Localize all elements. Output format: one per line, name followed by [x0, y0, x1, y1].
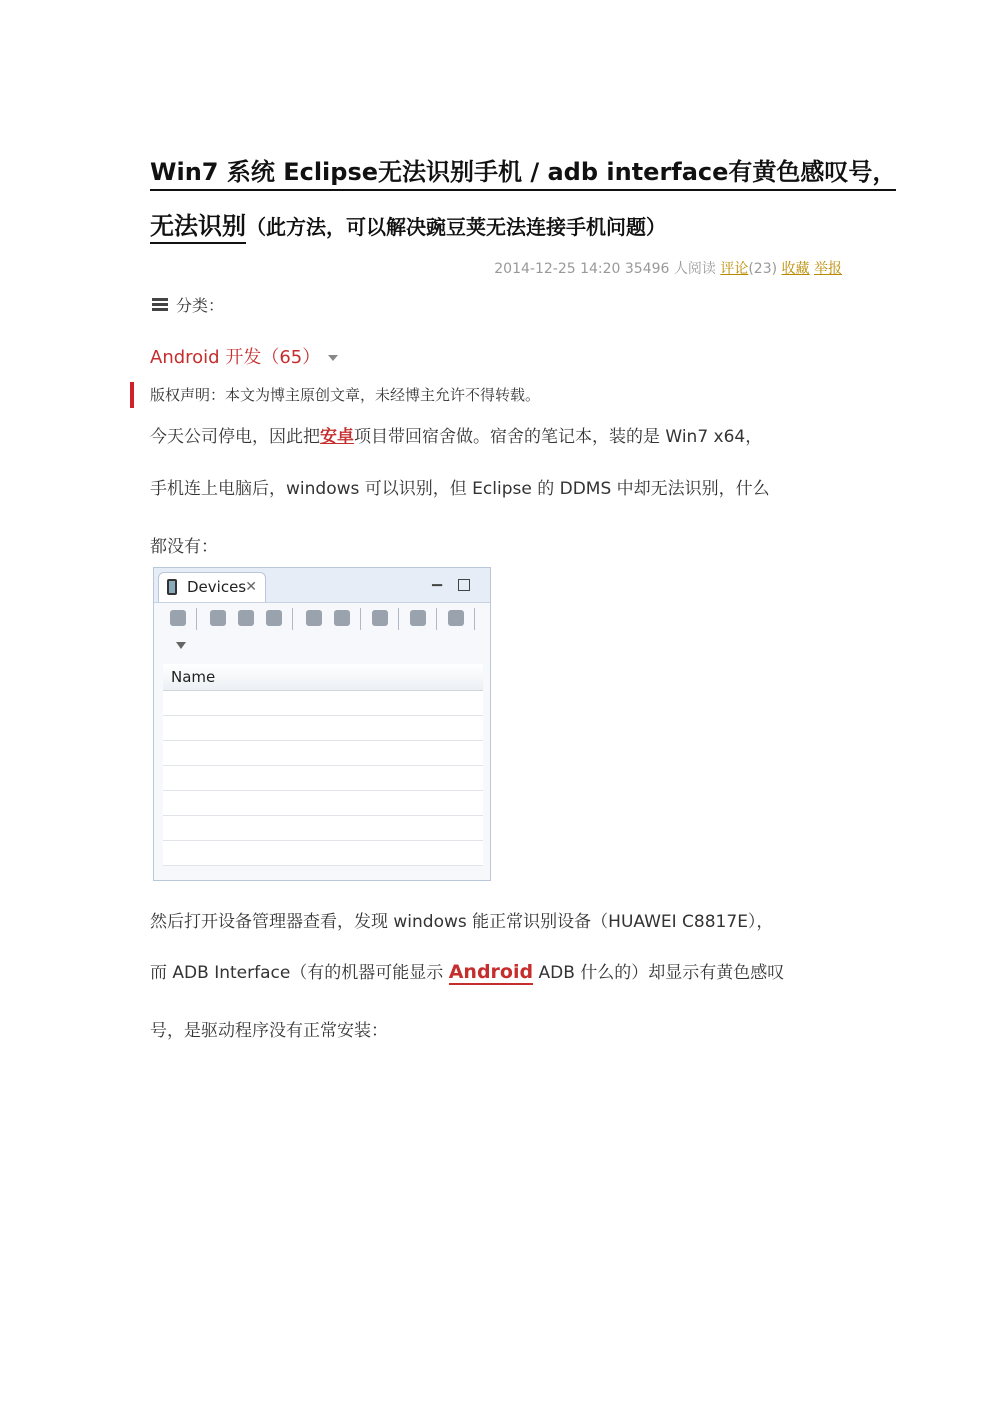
android-keyword-link[interactable]: 安卓	[320, 427, 354, 447]
minimize-icon[interactable]: ▁	[432, 572, 442, 587]
devices-panel-screenshot	[153, 567, 491, 881]
devices-toolbar	[154, 604, 490, 636]
toolbar-separator	[196, 608, 197, 630]
category-row	[152, 293, 224, 316]
devices-tab-label: Devices	[187, 578, 247, 596]
update-threads-icon[interactable]	[306, 610, 322, 626]
devices-tab-bar	[154, 568, 490, 603]
update-heap-icon[interactable]	[210, 610, 226, 626]
para-text: ADB 什么的）却显示有黄色感叹	[533, 963, 785, 983]
maximize-icon[interactable]	[458, 579, 470, 591]
reset-adb-icon[interactable]	[448, 610, 464, 626]
title-line-2	[150, 206, 666, 241]
dump-hprof-icon[interactable]	[238, 610, 254, 626]
toolbar-separator	[436, 608, 437, 630]
comment-link[interactable]: 评论	[720, 261, 749, 277]
start-method-profiling-icon[interactable]	[334, 610, 350, 626]
close-icon[interactable]: ✕	[245, 579, 257, 595]
category-tag-text: Android 开发（65）	[150, 347, 321, 368]
debug-icon[interactable]	[170, 610, 186, 626]
phone-icon	[167, 579, 177, 595]
para-text: 今天公司停电，因此把	[150, 427, 320, 447]
read-count: 35496 人阅读	[624, 261, 716, 277]
post-datetime: 2014-12-25 14:20	[494, 261, 621, 277]
stop-process-icon[interactable]	[372, 610, 388, 626]
article-meta	[494, 258, 842, 278]
column-header-name[interactable]: Name	[163, 664, 483, 691]
paragraph-2-line-1: 然后打开设备管理器查看，发现 windows 能正常识别设备（HUAWEI C8817E），	[150, 912, 774, 932]
paragraph-1-line-3: 都没有：	[150, 537, 218, 557]
report-link[interactable]: 举报	[814, 261, 842, 277]
title-line-1: Win7 系统 Eclipse无法识别手机 / adb interface有黄色感叹号，	[150, 152, 896, 191]
table-row	[163, 816, 483, 841]
list-icon	[152, 298, 168, 312]
paragraph-2-line-2	[150, 958, 850, 983]
category-label: 分类：	[176, 296, 225, 315]
cause-gc-icon[interactable]	[266, 610, 282, 626]
para-text: 而 ADB Interface（有的机器可能显示	[150, 963, 449, 983]
table-row	[163, 741, 483, 766]
toolbar-separator	[292, 608, 293, 630]
toolbar-separator	[360, 608, 361, 630]
paragraph-1-line-1	[150, 422, 850, 447]
table-row	[163, 791, 483, 816]
copyright-notice: 版权声明：本文为博主原创文章，未经博主允许不得转载。	[130, 382, 540, 408]
para-text: 项目带回宿舍做。宿舍的笔记本，装的是 Win7 x64，	[354, 427, 763, 447]
view-menu-dropdown-icon[interactable]	[176, 642, 186, 649]
favorite-link[interactable]: 收藏	[781, 261, 810, 277]
toolbar-separator	[398, 608, 399, 630]
title-underlined-text: 无法识别	[150, 212, 246, 244]
screen-capture-icon[interactable]	[410, 610, 426, 626]
chevron-down-icon[interactable]	[328, 355, 338, 361]
devices-table	[163, 664, 483, 866]
category-tag[interactable]	[150, 343, 338, 369]
paragraph-1-line-2: 手机连上电脑后，windows 可以识别，但 Eclipse 的 DDMS 中却无法识别，什么	[150, 479, 770, 499]
table-row	[163, 716, 483, 741]
comment-count: (23)	[748, 261, 778, 277]
paragraph-2-line-3: 号，是驱动程序没有正常安装：	[150, 1021, 388, 1041]
toolbar-separator	[474, 608, 475, 630]
table-row	[163, 841, 483, 866]
table-row	[163, 766, 483, 791]
table-row	[163, 691, 483, 716]
devices-tab[interactable]	[158, 572, 266, 602]
title-rest-text: （此方法，可以解决豌豆荚无法连接手机问题）	[246, 215, 666, 239]
android-link[interactable]: Android	[448, 961, 534, 983]
